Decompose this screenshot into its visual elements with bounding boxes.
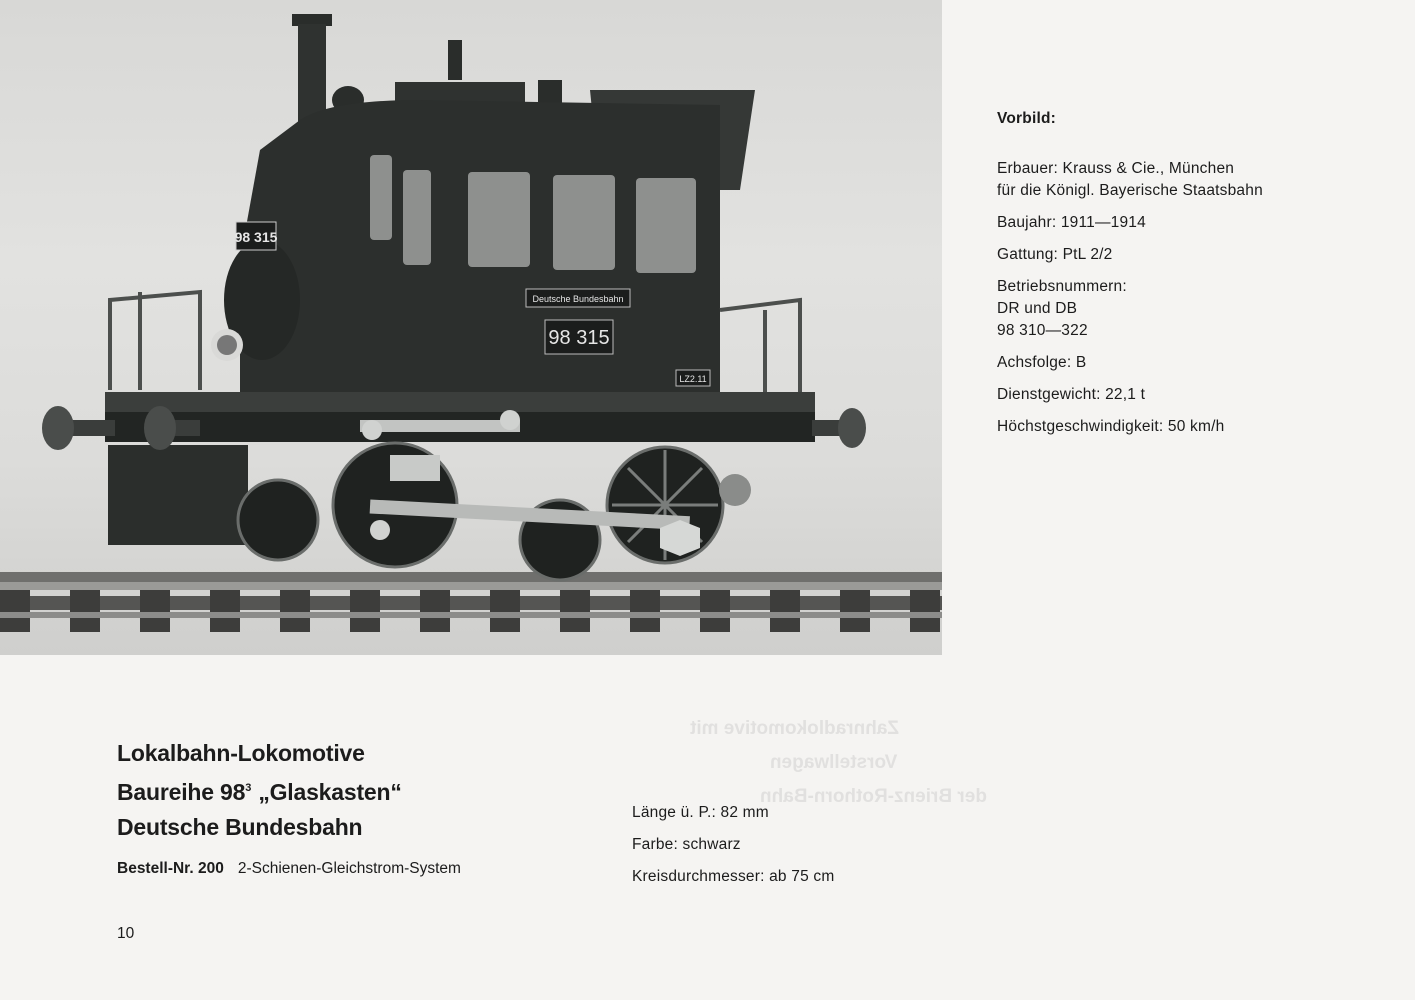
bleed-through-text: Vorstellwagen xyxy=(770,752,898,773)
title-superscript: 3 xyxy=(245,782,252,794)
locomotive-photo xyxy=(0,0,942,655)
product-title xyxy=(117,736,402,845)
front-number-plate: 98 315 xyxy=(234,229,278,245)
bleed-through-text: der Brienz-Rothorn-Bahn xyxy=(760,786,987,807)
top-speed: Höchstgeschwindigkeit: 50 km/h xyxy=(997,418,1225,435)
spec-color: Farbe: schwarz xyxy=(632,836,741,853)
bleed-through-text: Zahnradlokomotive mit xyxy=(690,718,900,739)
order-number: Bestell-Nr. 200 xyxy=(117,860,224,877)
model-specs xyxy=(632,797,834,893)
operating-numbers-line-1: DR und DB xyxy=(997,300,1078,317)
class-plate: LZ2.11 xyxy=(679,374,707,384)
builder-entry xyxy=(997,158,1397,202)
cab-lettering-plate: Deutsche Bundesbahn xyxy=(532,294,624,304)
class-type: Gattung: PtL 2/2 xyxy=(997,246,1113,263)
title-line-3: Deutsche Bundesbahn xyxy=(117,814,363,840)
page-number: 10 xyxy=(117,925,135,942)
prototype-heading: Vorbild: xyxy=(997,110,1056,127)
power-system: 2-Schienen-Gleichstrom-System xyxy=(237,860,461,877)
title-line-2: Baureihe $98^3$ „Glaskasten“ xyxy=(117,779,402,805)
side-number-plate: 98 315 xyxy=(548,327,610,349)
spec-length: Länge ü. P.: 82 mm xyxy=(632,804,769,821)
axle-arrangement: Achsfolge: B xyxy=(997,354,1087,371)
order-info xyxy=(117,860,461,878)
operating-numbers-label: Betriebsnummern: xyxy=(997,278,1127,295)
operating-numbers-line-2: 98 310—322 xyxy=(997,322,1088,339)
prototype-info xyxy=(997,108,1397,448)
locomotive-illustration xyxy=(0,0,942,655)
service-weight: Dienstgewicht: 22,1 t xyxy=(997,386,1146,403)
operating-numbers xyxy=(997,276,1397,342)
builder-line-2: für die Königl. Bayerische Staatsbahn xyxy=(997,182,1263,199)
build-year: Baujahr: 1911—1914 xyxy=(997,214,1146,231)
title-line-1: Lokalbahn-Lokomotive xyxy=(117,740,365,766)
builder-line-1: Erbauer: Krauss & Cie., München xyxy=(997,160,1235,177)
spec-curve-diameter: Kreisdurchmesser: ab 75 cm xyxy=(632,868,835,885)
